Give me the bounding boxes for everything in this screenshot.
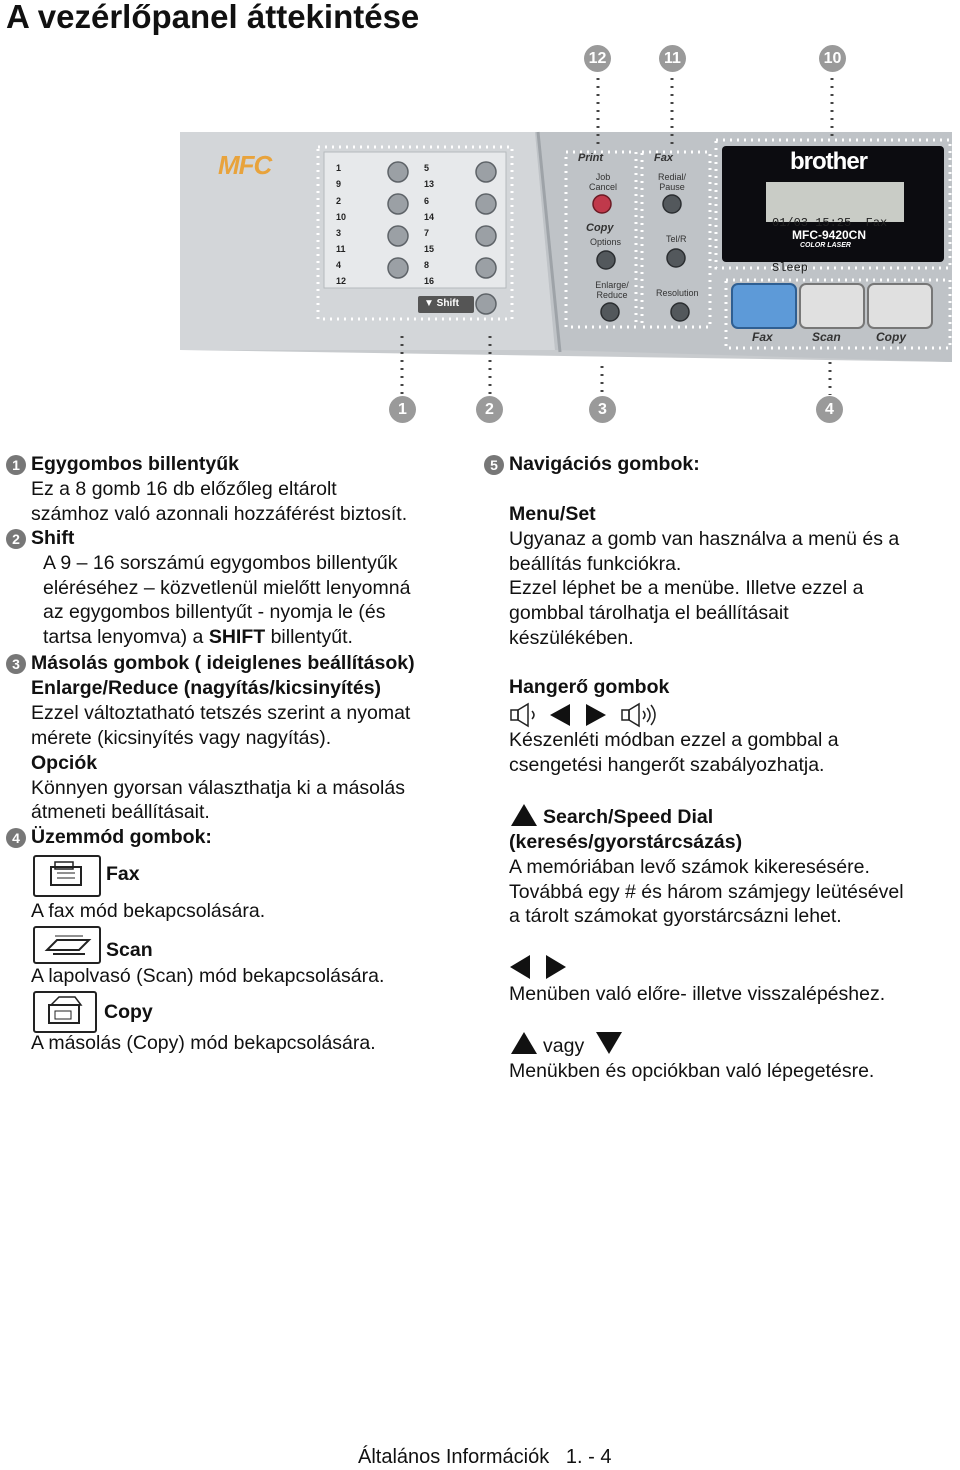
section-number: 2 — [6, 529, 26, 549]
subtitle: Menu/Set — [509, 503, 596, 525]
text-line: csengetési hangerőt szabályozhatja. — [509, 754, 825, 776]
callout-11: 11 — [659, 45, 686, 72]
tel-r-label: Tel/R — [666, 234, 687, 244]
key-number: 6 — [424, 196, 430, 206]
key-number: 2 — [336, 196, 342, 206]
callout-1: 1 — [389, 396, 416, 423]
key-number: 10 — [336, 212, 347, 222]
text-line: beállítás funkciókra. — [509, 553, 682, 575]
text-line: Ezzel változtatható tetszés szerint a nyomat — [31, 702, 411, 724]
text-line: Ezzel léphet be a menübe. Illetve ezzel a — [509, 577, 864, 599]
section-title: Navigációs gombok: — [509, 453, 700, 475]
text-line: a tárolt számokat gyorstárcsázni lehet. — [509, 905, 842, 927]
text-line: A másolás (Copy) mód bekapcsolására. — [31, 1032, 376, 1054]
volume-keys-icons — [508, 702, 660, 728]
key-number: 11 — [336, 244, 346, 254]
subtitle: Opciók — [31, 752, 98, 774]
scan-icon — [33, 926, 101, 964]
fax-icon — [33, 855, 101, 897]
text-line: Menükben és opciókban való lépegetésre. — [509, 1060, 875, 1082]
section-title: Másolás gombok ( ideiglenes beállítások) — [31, 652, 415, 674]
callout-10: 10 — [819, 45, 846, 72]
text-line: eléréséhez – közvetlenül mielőtt lenyomná — [43, 577, 411, 599]
section-title: Shift — [31, 527, 75, 549]
volume-low-icon — [511, 704, 534, 726]
text-line: A memóriában levő számok kikeresésére. — [509, 856, 870, 878]
copy-mode-label: Copy — [876, 330, 906, 344]
text-line: az egygombos billentyűt - nyomja le (és — [43, 601, 386, 623]
callout-2: 2 — [476, 396, 503, 423]
key-number: 3 — [336, 228, 342, 238]
text-line: Ez a 8 gomb 16 db előzőleg eltárolt — [31, 478, 337, 500]
callout-4: 4 — [816, 396, 843, 423]
text-line: Könnyen gyorsan választhatja ki a másolás — [31, 777, 405, 799]
up-arrow-icon — [510, 1031, 538, 1055]
key-number: 8 — [424, 260, 430, 270]
text-line: Továbbá egy # és három számjegy leütésével — [509, 881, 904, 903]
section-number: 1 — [6, 455, 26, 475]
text-line: Ugyanaz a gomb van használva a menü és a — [509, 528, 900, 550]
subtitle: Hangerő gombok — [509, 676, 670, 698]
resolution-label: Resolution — [656, 288, 699, 298]
brother-logo: brother — [790, 148, 867, 175]
copy-group-label: Copy — [586, 222, 614, 234]
text-line: A fax mód bekapcsolására. — [31, 900, 266, 922]
job-cancel-button — [593, 195, 611, 213]
page-title: A vezérlőpanel áttekintése — [6, 0, 420, 35]
fax-group-label: Fax — [654, 152, 673, 164]
section-number: 5 — [484, 455, 504, 475]
copy-icon — [33, 991, 97, 1033]
subtitle: Search/Speed Dial — [543, 806, 714, 828]
job-cancel-label: Job Cancel — [588, 172, 617, 192]
key-number: 13 — [424, 179, 435, 189]
callout-3: 3 — [589, 396, 616, 423]
scan-mode-label: Scan — [812, 330, 841, 344]
or-word: vagy — [543, 1035, 585, 1057]
fax-label: Fax — [106, 863, 140, 885]
scan-label: Scan — [106, 939, 153, 961]
key-number: 14 — [424, 212, 435, 222]
model-sub: COLOR LASER — [800, 242, 851, 249]
key-number: 1 — [336, 163, 342, 173]
text-line: Menüben való előre- illetve visszalépéshez. — [509, 983, 886, 1005]
copy-label: Copy — [104, 1001, 153, 1023]
key-number: 4 — [336, 260, 342, 270]
left-right-arrows — [509, 954, 569, 980]
section-title: Egygombos billentyűk — [31, 453, 240, 475]
down-arrow-icon — [595, 1031, 623, 1055]
fax-mode-label: Fax — [752, 330, 773, 344]
left-arrow-icon — [510, 955, 530, 979]
key-number: 7 — [424, 228, 430, 238]
section-title: Üzemmód gombok: — [31, 826, 212, 848]
up-arrow-icon — [510, 803, 538, 827]
text-line: készülékében. — [509, 627, 634, 649]
page-footer: Általános Információk 1. - 4 — [358, 1446, 612, 1468]
left-arrow-icon — [550, 704, 570, 726]
key-number: 16 — [424, 276, 435, 286]
lcd-line-1: 01/03 15:25 Fax — [772, 216, 888, 230]
print-label: Print — [578, 152, 604, 164]
subtitle: Enlarge/Reduce (nagyítás/kicsinyítés) — [31, 677, 382, 699]
volume-high-icon — [622, 704, 655, 726]
mfc-logo: MFC — [218, 150, 272, 180]
enlarge-reduce-label: Enlarge/ Reduce — [595, 280, 629, 300]
key-number: 12 — [336, 276, 347, 286]
key-number: 15 — [424, 244, 435, 254]
subtitle: (keresés/gyorstárcsázás) — [509, 831, 743, 853]
options-label: Options — [590, 237, 622, 247]
section-number: 4 — [6, 828, 26, 848]
key-number: 9 — [336, 179, 342, 189]
text-line: A 9 – 16 sorszámú egygombos billentyűk — [43, 552, 398, 574]
right-arrow-icon — [586, 704, 606, 726]
model-name: MFC-9420CN — [792, 228, 867, 242]
text-line: A lapolvasó (Scan) mód bekapcsolására. — [31, 965, 385, 987]
text-line: számhoz való azonnali hozzáférést biztosít. — [31, 503, 408, 525]
text-line: mérete (kicsinyítés vagy nagyítás). — [31, 727, 332, 749]
key-number: 5 — [424, 163, 430, 173]
shift-label: ▼ Shift — [424, 298, 459, 309]
lcd-line-2: Sleep — [772, 261, 809, 275]
callout-12: 12 — [584, 45, 611, 72]
text-line: átmeneti beállításait. — [31, 801, 210, 823]
text-line: Készenléti módban ezzel a gombbal a — [509, 729, 839, 751]
text-line: tartsa lenyomva) a SHIFT billentyűt. — [43, 626, 353, 648]
redial-pause-label: Redial/ Pause — [657, 172, 686, 192]
text-line: gombbal tárolhatja el beállításait — [509, 602, 789, 624]
right-arrow-icon — [546, 955, 566, 979]
section-number: 3 — [6, 654, 26, 674]
